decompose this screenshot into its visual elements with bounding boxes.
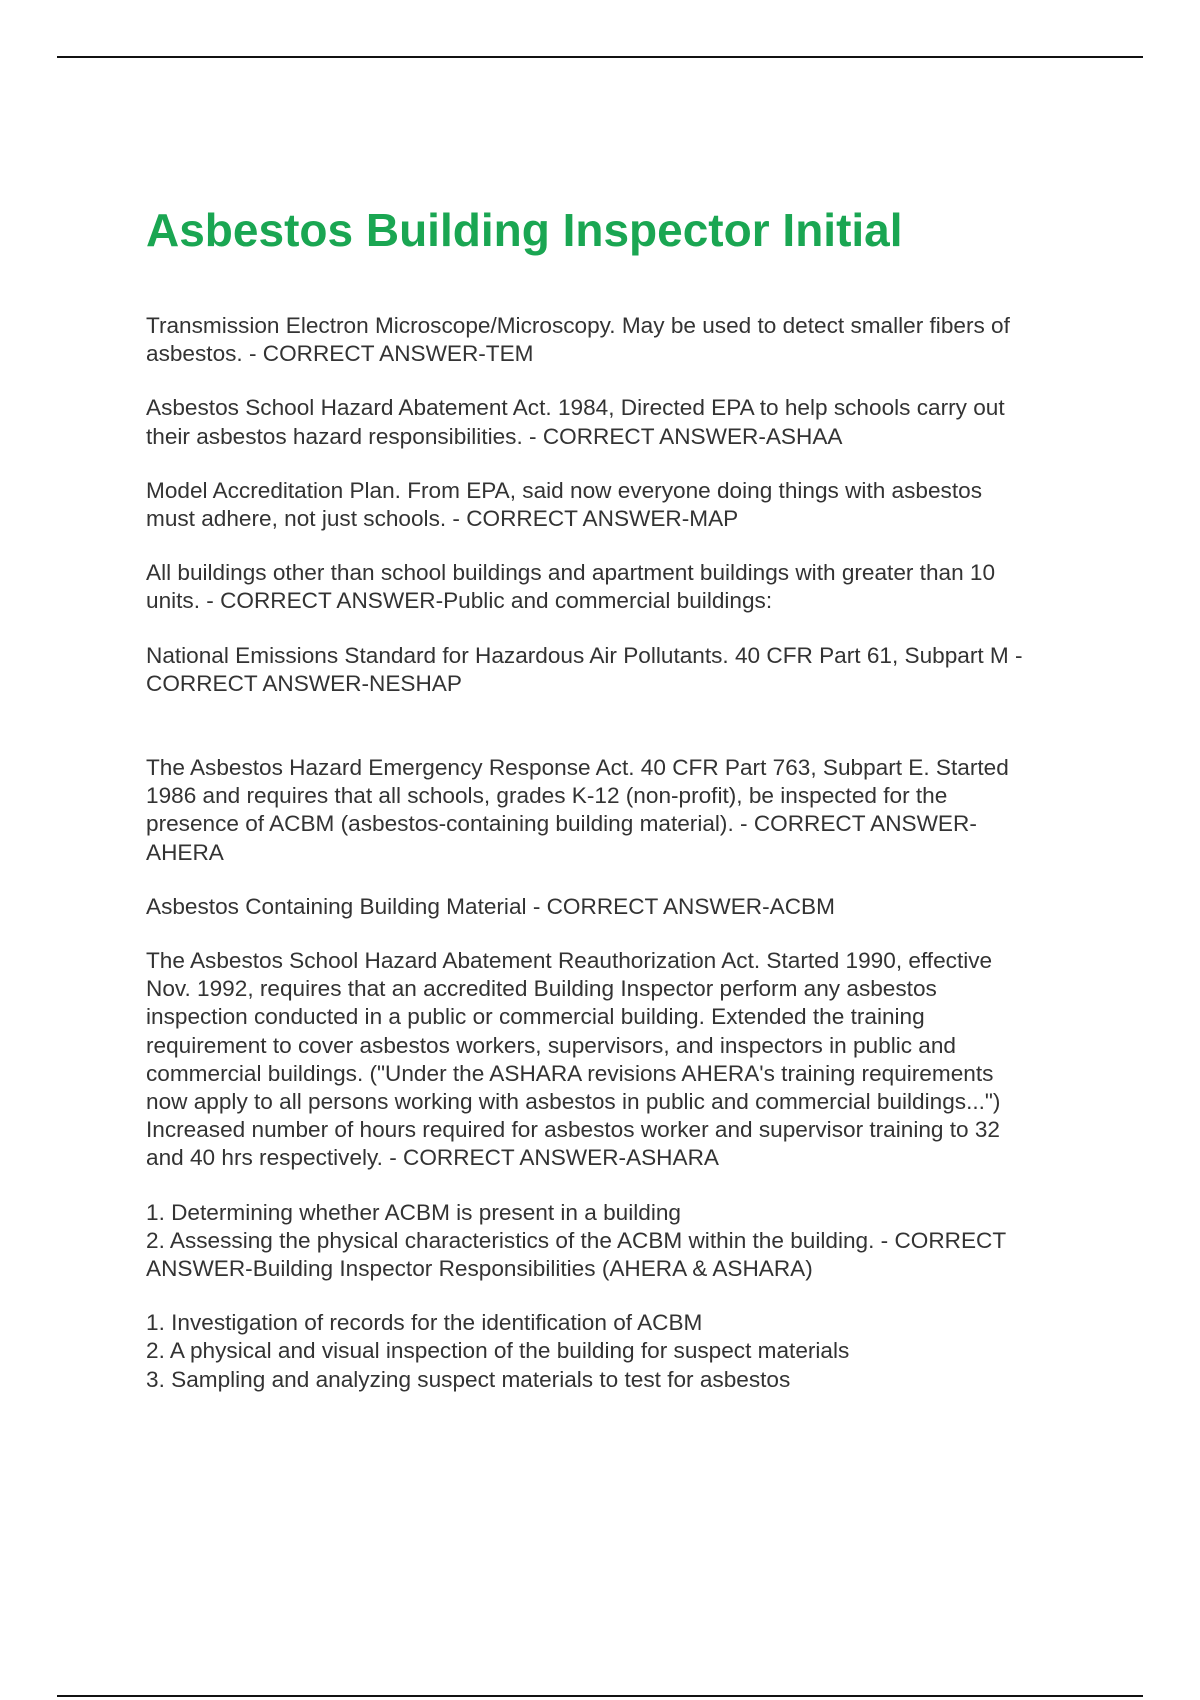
entry-line: The Asbestos School Hazard Abatement Reauthorization Act. Started 1990, effective: [146, 948, 993, 974]
entry-line: presence of ACBM (asbestos-containing building material). - CORRECT ANSWER-: [146, 811, 977, 837]
entry-line: 1. Determining whether ACBM is present in a building: [146, 1199, 681, 1225]
page-title: Asbestos Building Inspector Initial: [146, 204, 903, 256]
bottom-divider: [57, 1695, 1143, 1697]
entry-line: asbestos. - CORRECT ANSWER-TEM: [146, 341, 534, 367]
entry-line: inspection conducted in a public or commercial building. Extended the training: [146, 1004, 925, 1030]
top-divider: [57, 56, 1143, 58]
entry-line: AHERA: [146, 839, 224, 865]
entry-line: All buildings other than school buildings and apartment buildings with greater than 10: [146, 560, 996, 586]
entry-line: Asbestos School Hazard Abatement Act. 1984, Directed EPA to help schools carry out: [146, 395, 1005, 421]
entry-line: their asbestos hazard responsibilities. - CORRECT ANSWER-ASHAA: [146, 423, 843, 449]
entry-line: 1. Investigation of records for the identification of ACBM: [146, 1310, 703, 1336]
flashcard-entry: [146, 1309, 1096, 1394]
entry-line: National Emissions Standard for Hazardous Air Pollutants. 40 CFR Part 61, Subpart M -: [146, 642, 1023, 668]
flashcard-entry: [146, 312, 1096, 368]
flashcard-entry: [146, 477, 1096, 533]
flashcard-entry: [146, 893, 1096, 921]
entry-line: Nov. 1992, requires that an accredited Building Inspector perform any asbestos: [146, 976, 937, 1002]
flashcard-entry: [146, 642, 1096, 698]
flashcard-entry: [146, 1199, 1096, 1284]
entry-line: must adhere, not just schools. - CORRECT ANSWER-MAP: [146, 506, 739, 532]
entry-line: now apply to all persons working with asbestos in public and commercial buildings..."): [146, 1089, 1001, 1115]
flashcard-entry: [146, 754, 1096, 867]
flashcard-entry: [146, 559, 1096, 615]
entry-line: requirement to cover asbestos workers, supervisors, and inspectors in public and: [146, 1032, 956, 1058]
flashcard-entry: [146, 947, 1096, 1173]
entry-line: Transmission Electron Microscope/Microscopy. May be used to detect smaller fibers of: [146, 313, 1010, 338]
entry-line: ANSWER-Building Inspector Responsibilities (AHERA & ASHARA): [146, 1256, 813, 1282]
entry-line: CORRECT ANSWER-NESHAP: [146, 670, 462, 696]
entry-line: Increased number of hours required for asbestos worker and supervisor training to 32: [146, 1117, 1000, 1143]
entry-line: units. - CORRECT ANSWER-Public and commercial buildings:: [146, 588, 773, 614]
entry-line: 2. Assessing the physical characteristics of the ACBM within the building. - CORRECT: [146, 1227, 1007, 1253]
flashcard-list: [146, 312, 1096, 1420]
flashcard-entry: [146, 394, 1096, 450]
entry-line: and 40 hrs respectively. - CORRECT ANSWER-ASHARA: [146, 1145, 719, 1171]
entry-line: 2. A physical and visual inspection of the building for suspect materials: [146, 1338, 850, 1364]
entry-line: Asbestos Containing Building Material - CORRECT ANSWER-ACBM: [146, 893, 835, 919]
entry-line: 1986 and requires that all schools, grades K-12 (non-profit), be inspected for the: [146, 783, 948, 809]
entry-line: commercial buildings. ("Under the ASHARA revisions AHERA's training requirements: [146, 1060, 994, 1086]
entry-line: The Asbestos Hazard Emergency Response Act. 40 CFR Part 763, Subpart E. Started: [146, 755, 1009, 781]
entry-line: Model Accreditation Plan. From EPA, said now everyone doing things with asbestos: [146, 477, 982, 503]
entry-line: 3. Sampling and analyzing suspect materials to test for asbestos: [146, 1366, 791, 1392]
